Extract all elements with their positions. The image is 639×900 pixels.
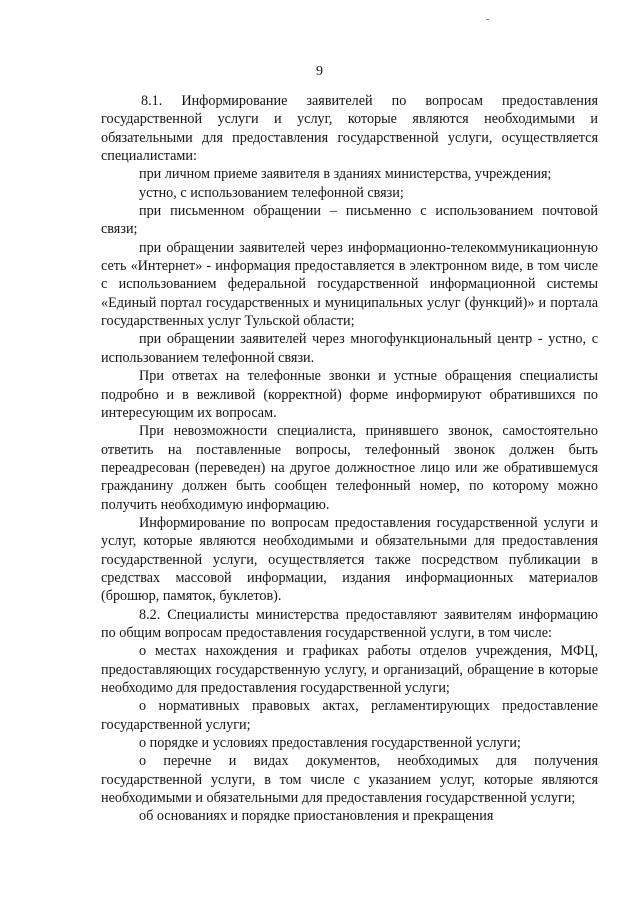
page-number: 9 bbox=[316, 64, 323, 79]
paragraph-locations: о местах нахождения и графиках работы отделов учреждения, МФЦ, предоставляющих государственную услугу, и организаций, обращение в которые необходимо для предоставления государственной услуги; bbox=[101, 643, 598, 696]
paragraph-phone: устно, с использованием телефонной связи; bbox=[139, 184, 404, 201]
paragraph-mfc: при обращении заявителей через многофункциональный центр - устно, с использованием телефонной связи. bbox=[101, 331, 598, 366]
paragraph-internet: при обращении заявителей через информационно-телекоммуникационную сеть «Интернет» - информация предоставляется в электронном виде, в том числе с использованием федеральной государственной информационной системы «Единый портал государственных и муниципальных услуг (функций)» и портала государственных услуг Тульской области; bbox=[101, 239, 598, 330]
paragraph-suspension: об основаниях и порядке приостановления и прекращения bbox=[139, 808, 494, 825]
paragraph-8-1: 8.1. Информирование заявителей по вопросам предоставления государственной услуги и услуг, которые являются необходимыми и обязательными для предоставления государственной услуги, осуществляется специалистами: bbox=[101, 93, 598, 165]
paragraph-personal-reception: при личном приеме заявителя в зданиях министерства, учреждения; bbox=[139, 166, 552, 183]
paragraph-written: при письменном обращении – письменно с использованием почтовой связи; bbox=[101, 203, 598, 238]
corner-mark: - bbox=[486, 14, 490, 25]
paragraph-phone-answers: При ответах на телефонные звонки и устные обращения специалисты подробно и в вежливой (корректной) форме информируют обратившихся по интересующим их вопросам. bbox=[101, 368, 598, 421]
paragraph-8-2: 8.2. Специалисты министерства предоставляют заявителям информацию по общим вопросам предоставления государственной услуги, в том числе: bbox=[101, 606, 598, 641]
paragraph-legal-acts: о нормативных правовых актах, регламентирующих предоставление государственной услуги; bbox=[101, 698, 598, 733]
paragraph-procedure: о порядке и условиях предоставления государственной услуги; bbox=[139, 735, 521, 752]
document-body bbox=[101, 92, 598, 826]
paragraph-documents: о перечне и видах документов, необходимых для получения государственной услуги, в том числе с указанием услуг, которые являются необходимыми и обязательными для предоставления государственной услуги; bbox=[101, 753, 598, 807]
paragraph-redirect: При невозможности специалиста, принявшего звонок, самостоятельно ответить на поставленные вопросы, телефонный звонок должен быть переадресован (переведен) на другое должностное лицо или же обратившемуся гражданину должен быть сообщен телефонный номер, по которому можно получить необходимую информацию. bbox=[101, 423, 598, 513]
paragraph-media: Информирование по вопросам предоставления государственной услуги и услуг, которые являются необходимыми и обязательными для предоставления государственной услуги, осуществляется также посредством публикации в средствах массовой информации, издания информационных материалов (брошюр, памяток, буклетов). bbox=[101, 514, 598, 605]
